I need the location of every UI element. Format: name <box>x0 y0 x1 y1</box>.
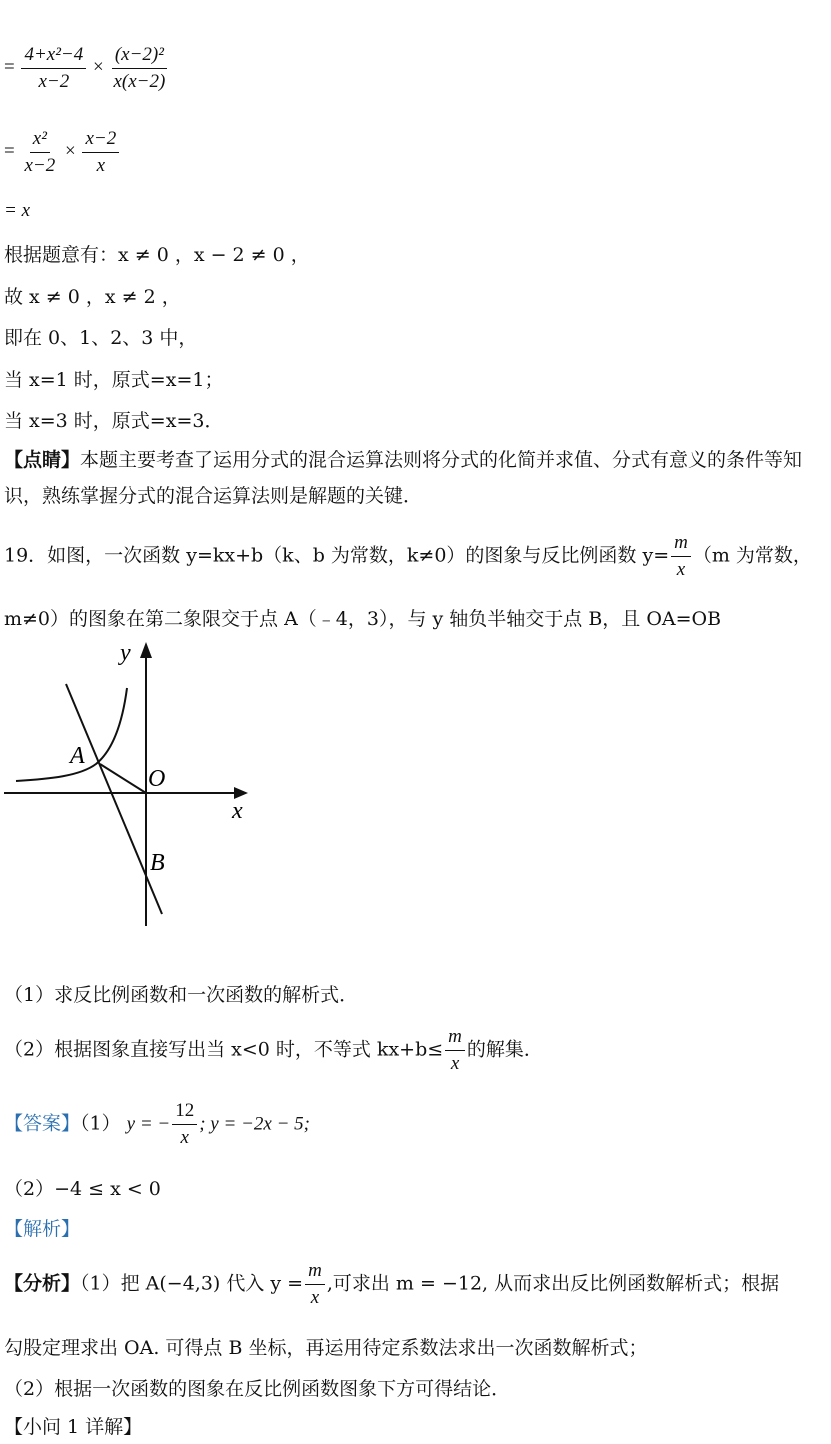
question-1: （1）求反比例函数和一次函数的解析式． <box>4 984 359 1006</box>
fenxi-fraction-denominator: x <box>310 1286 320 1308</box>
step1-fraction-1 <box>21 44 86 93</box>
step1-fraction-2 <box>110 44 168 93</box>
fenxi-a: （1）把 A(−4,3) 代入 y = <box>80 1272 304 1295</box>
label-o: O <box>148 766 166 792</box>
question-2 <box>4 1026 543 1075</box>
step2-fraction-1-numerator: x² <box>30 128 50 153</box>
step1-equals: = <box>4 56 15 78</box>
answer-fraction-numerator: 12 <box>172 1100 197 1125</box>
step2-fraction-1-denominator: x−2 <box>24 154 56 176</box>
sub-question-1-heading: 【小问 1 详解】 <box>4 1416 143 1438</box>
answer-part1-prefix: （1） <box>80 1112 121 1135</box>
x3-line: 当 x=3 时，原式=x=3． <box>4 410 224 432</box>
problem19-fraction <box>671 532 691 581</box>
answer-part1-b: ; y = −2x − 5; <box>199 1113 310 1135</box>
fenxi-line-1 <box>4 1260 779 1309</box>
label-a: A <box>70 743 85 769</box>
step1-times: × <box>93 56 104 78</box>
question-2-a: （2）根据图象直接写出当 x<0 时，不等式 kx+b≤ <box>4 1038 444 1061</box>
step3-result: = x <box>4 200 31 221</box>
step1-expression <box>4 44 170 93</box>
step2-fraction-2-numerator: x−2 <box>82 128 119 153</box>
comment-paragraph <box>4 442 826 514</box>
step2-fraction-1 <box>21 128 58 177</box>
answer-fraction-denominator: x <box>180 1126 189 1148</box>
comment-text: 本题主要考查了运用分式的混合运算法则将分式的化简并求值、分式有意义的条件等知识，熟练掌握分式的混合运算法则是解题的关键． <box>4 449 803 507</box>
answer-line-2: （2）−4 ≤ x < 0 <box>4 1178 161 1200</box>
x1-line: 当 x=1 时，原式=x=1； <box>4 369 224 391</box>
comment-label: 【点睛】 <box>4 449 81 471</box>
answer-label: 【答案】 <box>4 1112 81 1135</box>
answer-line-1 <box>4 1100 310 1149</box>
analysis-label: 【解析】 <box>4 1218 81 1240</box>
problem19-fraction-denominator: x <box>676 558 686 580</box>
label-b: B <box>150 850 165 876</box>
question-2-b: 的解集． <box>466 1038 543 1061</box>
therefore-line: 故 x ≠ 0 ，x ≠ 2 ， <box>4 286 181 308</box>
problem19-fraction-numerator: m <box>671 532 691 557</box>
step2-times: × <box>64 140 76 162</box>
step1-fraction-2-denominator: x(x−2) <box>113 70 166 92</box>
step1-fraction-1-numerator: 4+x²−4 <box>21 44 86 69</box>
linear-function-line <box>66 684 162 914</box>
step2-equals: = <box>4 140 15 162</box>
question-2-fraction-numerator: m <box>445 1026 465 1051</box>
step2-fraction-2-denominator: x <box>96 154 106 176</box>
function-graph <box>0 636 260 936</box>
step2-fraction-2 <box>82 128 119 177</box>
label-x: x <box>232 798 243 824</box>
problem19-line1-b: （m 为常数， <box>692 544 812 567</box>
fenxi-fraction <box>305 1260 325 1309</box>
fenxi-b: ,可求出 m = −12, 从而求出反比例函数解析式；根据 <box>326 1272 780 1295</box>
y-axis-arrow-icon <box>140 642 152 658</box>
step1-fraction-1-denominator: x−2 <box>38 70 70 92</box>
fenxi-line-3: （2）根据一次函数的图象在反比例函数图象下方可得结论． <box>4 1378 511 1400</box>
condition-line: 根据题意有：x ≠ 0 ，x − 2 ≠ 0 ， <box>4 244 310 266</box>
among-line: 即在 0、1、2、3 中， <box>4 327 198 349</box>
problem19-line2: m≠0）的图象在第二象限交于点 A（﹣4，3），与 y 轴负半轴交于点 B，且 OA=OB <box>4 608 722 630</box>
step2-expression <box>4 128 121 177</box>
problem19-line1 <box>4 532 812 581</box>
answer-part1-a: y = − <box>126 1113 171 1135</box>
question-2-fraction-denominator: x <box>450 1052 460 1074</box>
fenxi-line-2: 勾股定理求出 OA. 可得点 B 坐标，再运用待定系数法求出一次函数解析式； <box>4 1337 648 1359</box>
fenxi-label: 【分析】 <box>4 1272 81 1295</box>
question-2-fraction <box>445 1026 465 1075</box>
answer-fraction <box>172 1100 197 1149</box>
step1-fraction-2-numerator: (x−2)² <box>112 44 167 69</box>
problem19-line1-a: 19．如图，一次函数 y=kx+b（k、b 为常数，k≠0）的图象与反比例函数 y= <box>4 544 670 567</box>
label-y: y <box>120 640 131 666</box>
segment-oa <box>100 764 146 793</box>
fenxi-fraction-numerator: m <box>305 1260 325 1285</box>
